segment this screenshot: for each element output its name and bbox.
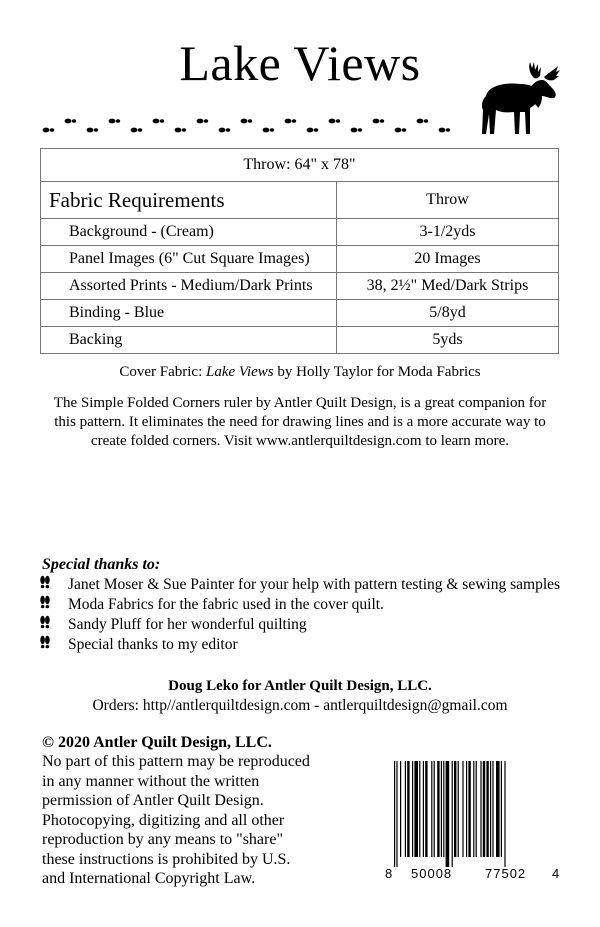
fabric-requirements-table [40,148,559,354]
cover-fabric-name: Lake Views [206,364,274,380]
fabric-item: Backing [41,327,337,354]
hoofprint-icon [241,119,253,124]
hoofprint-icon [439,128,451,133]
hoofprint-bullet-icon [40,575,68,595]
hoofprint-bullet-icon [40,595,68,615]
hoofprint-icon [153,119,165,124]
hoofprint-icon [329,119,341,124]
barcode-image [392,761,550,867]
fabric-amount: 3-1/2yds [337,219,559,246]
hoofprint-icon [197,119,209,124]
hoofprint-icon [307,128,319,133]
hoofprint-icon [285,119,297,124]
table-row [41,273,559,300]
special-thanks-heading: Special thanks to: [42,556,161,573]
table-row [41,327,559,354]
hoofprint-icon [131,128,143,133]
quilt-size: Throw: 64" x 78" [41,149,559,182]
page-title: Lake Views [179,35,421,91]
list-item [40,635,560,655]
hoofprint-trail-decoration [38,110,458,140]
moose-icon [476,56,560,140]
designer-credit: Doug Leko for Antler Quilt Design, LLC. [168,678,432,694]
hoofprint-icon [395,128,407,133]
table-row [41,246,559,273]
special-thanks-list [40,575,560,655]
thanks-text: Janet Moser & Sue Painter for your help with pattern testing & sewing samples [68,576,561,593]
fabric-amount: 38, 2½" Med/Dark Strips [337,273,559,300]
copyright-notice: No part of this pattern may be reproduced in any manner without the written permission of Antler Quilt Design. Photocopying, digitizing and all other reproduction by any means to "share" these instructions is prohibited by U.S. and International Copyright Law. [42,753,310,887]
fabric-amount: 5/8yd [337,300,559,327]
barcode-group-left: 50008 [411,866,453,881]
hoofprint-icon [109,119,121,124]
hoofprint-bullet-icon [40,635,68,655]
table-row [41,219,559,246]
hoofprint-icon [219,128,231,133]
table-row [41,300,559,327]
thanks-text: Sandy Pluff for her wonderful quilting [68,616,307,633]
barcode-group-right: 77502 [485,866,527,881]
list-item [40,595,560,615]
cover-fabric-credit [0,364,600,381]
table-header-fabric: Fabric Requirements [41,182,337,219]
list-item [40,575,560,595]
thanks-text: Special thanks to my editor [68,636,238,653]
copyright-heading: © 2020 Antler Quilt Design, LLC. [42,734,272,751]
ruler-promo-text: The Simple Folded Corners ruler by Antler Quilt Design, is a great companion for this pattern. It eliminates the need for drawing lines and is a more accurate way to create folded corners. Visit www.antlerquiltdesign.com to learn more. [53,395,547,449]
table-header-row [41,182,559,219]
table-row [41,149,559,182]
hoofprint-icon [43,128,55,133]
fabric-amount: 20 Images [337,246,559,273]
table-header-throw: Throw [337,182,559,219]
hoofprint-icon [263,128,275,133]
fabric-item: Panel Images (6" Cut Square Images) [41,246,337,273]
fabric-item: Binding - Blue [41,300,337,327]
list-item [40,615,560,635]
fabric-item: Background - (Cream) [41,219,337,246]
cover-suffix: by Holly Taylor for Moda Fabrics [273,364,481,380]
hoofprint-icon [87,128,99,133]
orders-contact: Orders: http//antlerquiltdesign.com - antlerquiltdesign@gmail.com [92,697,508,714]
hoofprint-bullet-icon [40,615,68,635]
fabric-item: Assorted Prints - Medium/Dark Prints [41,273,337,300]
barcode-digit-last: 4 [552,866,560,881]
hoofprint-icon [65,119,77,124]
hoofprint-icon [373,119,385,124]
fabric-amount: 5yds [337,327,559,354]
hoofprint-icon [417,119,429,124]
barcode-digit-first: 8 [385,866,393,881]
hoofprint-icon [175,128,187,133]
hoofprint-icon [351,128,363,133]
thanks-text: Moda Fabrics for the fabric used in the cover quilt. [68,596,384,613]
cover-prefix: Cover Fabric: [119,364,207,380]
